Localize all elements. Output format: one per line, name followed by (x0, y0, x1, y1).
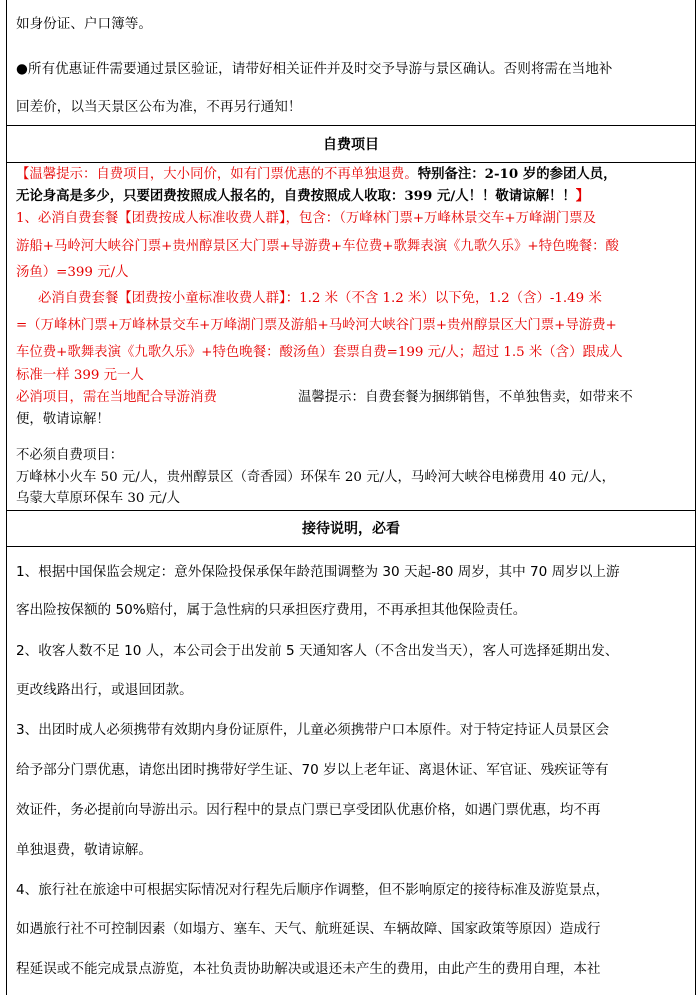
intro-line: 如身份证、户口簿等。 (16, 16, 152, 32)
tip-line (16, 164, 617, 185)
warm-tip-cont: 便，敬请谅解！ (16, 412, 110, 427)
divider (6, 125, 696, 126)
section-heading-reception: 接待说明，必看 (302, 521, 400, 537)
divider (6, 546, 696, 547)
intro-line: 回差价，以当天景区公布为准，不再另行通知！ (16, 99, 302, 115)
paragraph-line: 如遇旅行社不可控制因素（如塌方、塞车、天气、航班延误、车辆故障、国家政策等原因）造成行 (16, 921, 601, 937)
child-package-line: =（万峰林门票+万峰林景交车+万峰湖门票及游船+马岭河大峡谷门票+贵州醇景区大门票+导游费+ (16, 318, 617, 333)
special-note: 特别备注：2-10 岁的参团人员， (417, 166, 617, 182)
section-heading-self-pay: 自费项目 (323, 137, 379, 153)
tip-text: 【温馨提示：自费项目，大小同价，如有门票优惠的不再单独退费。 (16, 167, 418, 182)
bracket: 】 (575, 188, 590, 204)
adult-package-line: 游船+马岭河大峡谷门票+贵州醇景区大门票+导游费+车位费+歌舞表演《九歌久乐》+特色晚餐：酸 (16, 239, 619, 254)
special-note-cont: 无论身高是多少，只要团费按照成人报名的，自费按照成人收取：399 元/人！！敬请谅解！！ (16, 188, 576, 204)
optional-title: 不必须自费项目： (16, 448, 124, 463)
child-package-line: 必消自费套餐【团费按小童标准收费人群】：1.2 米（不含 1.2 米）以下免，1.2（含）-1.49 米 (38, 291, 602, 306)
must-item: 必消项目，需在当地配合导游消费 (16, 390, 217, 405)
child-package-line: 车位费+歌舞表演《九歌久乐》+特色晚餐：酸汤鱼）套票自费=199 元/人；超过 1.5 米（含）跟成人 (16, 345, 623, 360)
paragraph-line: 2、收客人数不足 10 人，本公司会于出发前 5 天通知客人（不含出发当天），客人可选择延期出发、 (16, 643, 619, 659)
warm-tip: 温馨提示：自费套餐为捆绑销售，不单独售卖，如带来不 (298, 390, 633, 405)
paragraph-line: 给予部分门票优惠，请您出团时携带好学生证、70 岁以上老年证、离退休证、军官证、残疾证等有 (16, 762, 609, 778)
intro-line: ●所有优惠证件需要通过景区验证，请带好相关证件并及时交予导游与景区确认。否则将需在当地补 (16, 61, 613, 77)
paragraph-line: 4、旅行社在旅途中可根据实际情况对行程先后顺序作调整，但不影响原定的接待标准及游览景点， (16, 882, 610, 898)
divider (6, 510, 696, 511)
adult-package-line: 汤鱼）=399 元/人 (16, 265, 129, 280)
paragraph-line: 客出险按保额的 50%赔付，属于急性病的只承担医疗费用，不再承担其他保险责任。 (16, 602, 527, 618)
special-note-line (16, 186, 589, 206)
paragraph-line: 单独退费，敬请谅解。 (16, 842, 152, 858)
paragraph-line: 3、出团时成人必须携带有效期内身份证原件，儿童必须携带户口本原件。对于特定持证人员景区会 (16, 722, 610, 738)
optional-line: 万峰林小火车 50 元/人，贵州醇景区（奇香园）环保车 20 元/人，马岭河大峡谷电梯费用 40 元/人， (16, 470, 616, 485)
divider (6, 162, 696, 163)
paragraph-line: 更改线路出行，或退回团款。 (16, 682, 193, 698)
adult-package-line: 1、必消自费套餐【团费按成人标准收费人群】，包含：（万峰林门票+万峰林景交车+万峰湖门票及 (16, 211, 596, 226)
paragraph-line: 1、根据中国保监会规定：意外保险投保承保年龄范围调整为 30 天起-80 周岁，其中 70 周岁以上游 (16, 564, 620, 580)
paragraph-line: 程延误或不能完成景点游览，本社负责协助解决或退还未产生的费用，由此产生的费用自理，本社 (16, 961, 601, 977)
child-package-line: 标准一样 399 元一人 (16, 368, 144, 383)
optional-line: 乌蒙大草原环保车 30 元/人 (16, 491, 180, 506)
paragraph-line: 效证件，务必提前向导游出示。因行程中的景点门票已享受团队优惠价格，如遇门票优惠，均不再 (16, 802, 601, 818)
